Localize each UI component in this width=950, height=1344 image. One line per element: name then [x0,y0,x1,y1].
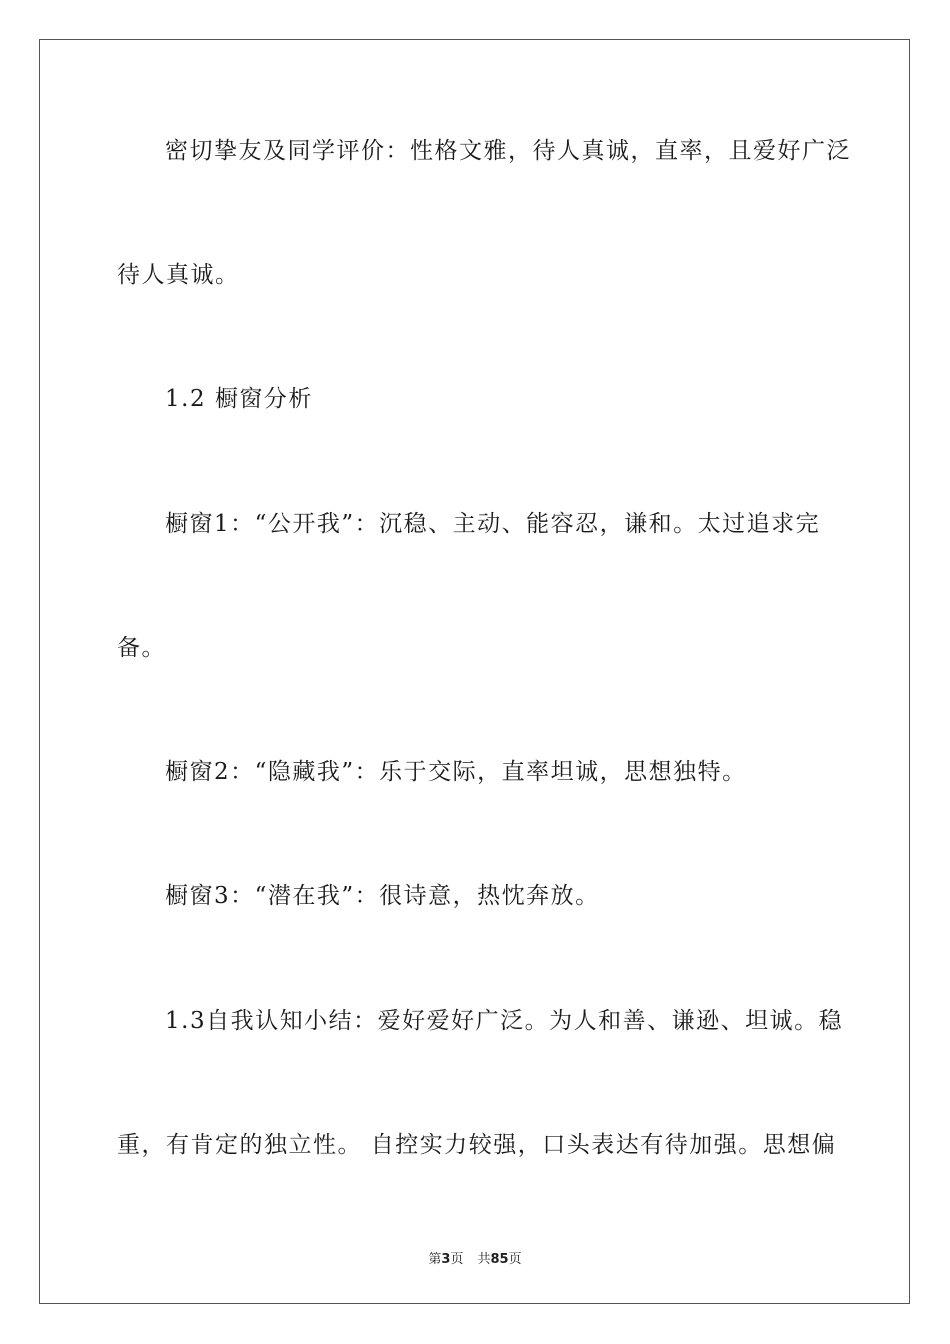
footer-total-prefix: 共 [477,1252,491,1267]
footer-total-pages: 85 [490,1252,509,1267]
paragraph-line-2: 待人真诚。 [117,262,240,288]
footer-page-prefix: 第 [428,1252,442,1267]
paragraph-line-6: 橱窗2：“隐藏我”：乐于交际，直率坦诚，思想独特。 [165,759,747,785]
paragraph-line-7: 橱窗3：“潜在我”：很诗意，热忱奔放。 [165,883,600,909]
paragraph-line-8: 1.3自我认知小结：爱好爱好广泛。为人和善、谦逊、坦诚。稳 [165,1008,844,1034]
footer-total-suffix: 页 [508,1252,522,1267]
page-footer [0,1248,950,1267]
paragraph-line-1: 密切挚友及同学评价：性格文雅，待人真诚，直率，且爱好广泛 [165,138,851,164]
paragraph-line-5: 备。 [117,635,166,661]
page-border [39,39,910,1304]
footer-page-number: 3 [441,1252,451,1267]
paragraph-line-4: 橱窗1：“公开我”：沉稳、主动、能容忍，谦和。太过追求完 [165,511,821,537]
section-heading-1-2: 1.2 橱窗分析 [165,386,313,412]
footer-page-suffix: 页 [450,1252,464,1267]
paragraph-line-9: 重，有肯定的独立性。 自控实力较强，口头表达有待加强。思想偏 [117,1132,837,1158]
